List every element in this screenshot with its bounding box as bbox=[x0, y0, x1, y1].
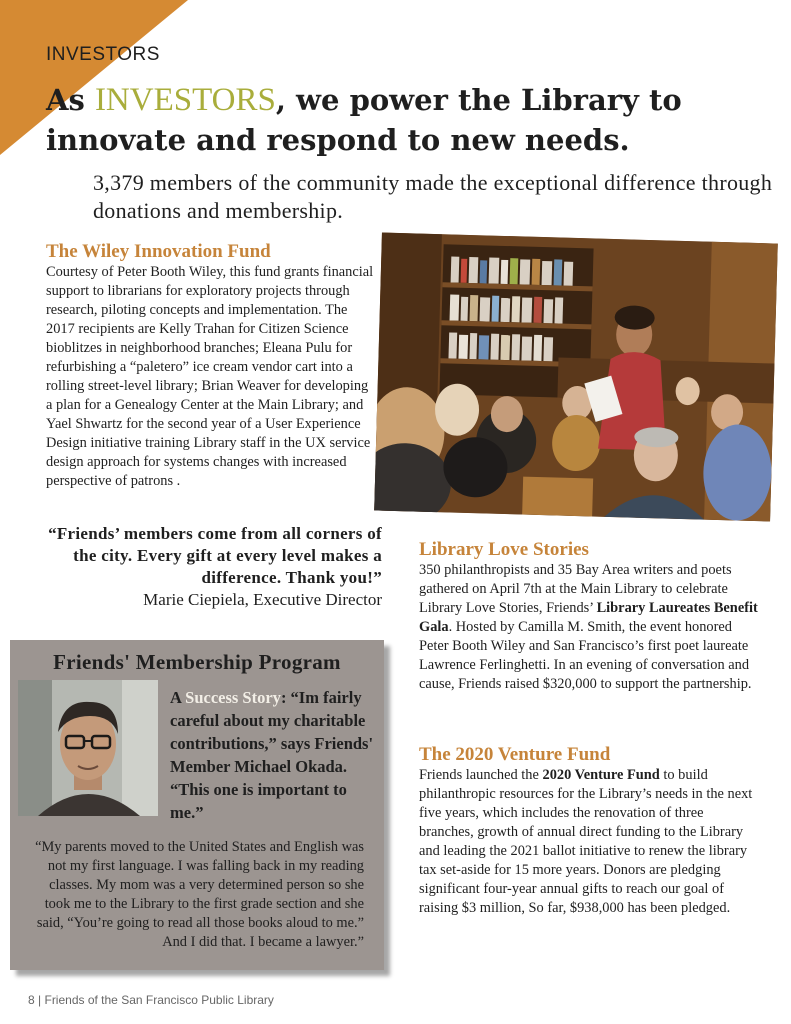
section-label: INVESTORS bbox=[46, 44, 160, 65]
venture-fund-body bbox=[419, 766, 759, 918]
venture-fund-heading: The 2020 Venture Fund bbox=[419, 744, 611, 765]
wiley-fund-heading: The Wiley Innovation Fund bbox=[46, 241, 271, 262]
footer-publication: Friends of the San Francisco Public Library bbox=[44, 993, 274, 1007]
page-headline bbox=[46, 80, 746, 160]
membership-program-box bbox=[10, 640, 384, 970]
member-quote: “My parents moved to the United States and English was not my first language. I was falling back in my reading classes. My mom was a very determined person so she took me to the Library to the first grade section and she said, “You’re going to read all those books aloud to me.” And I did that. I became a lawyer.” bbox=[35, 839, 364, 950]
wiley-fund-body: Courtesy of Peter Booth Wiley, this fund grants financial support to librarians for exploratory projects through research, piloting concepts and implementation. The 2017 recipients are Kelly Trahan for Citizen Science bioblitzes in neighborhood branches; Eleana Pulu for refurbishing a “paletero” ice cream vendor cart into a rolling street-level library; Brian Weaver for developing a plan for a Genealogy Center at the Main Library; and Yael Shwartz for the second year of a User Experience Design initiative training Library staff in the UX service design approach for systems changes with increased perspective of patrons . bbox=[46, 264, 374, 489]
love-stories-body-1: 350 philanthropists and 35 Bay Area writers and poets gathered on April 7th at the Main Library to celebrate Library Love Stories, Friends’ bbox=[419, 562, 732, 616]
director-quote-attribution: Marie Ciepiela, Executive Director bbox=[143, 590, 382, 609]
love-stories-body-bold: Library Laureates Benefit Gala bbox=[419, 600, 758, 635]
venture-fund-body-2: to build philanthropic resources for the Library’s needs in the next five years, which includes the renovation of three branches, growth of annual direct funding to the Library and leading the 2021 ballot initiative to renew the library tax set-aside for 15 more years. Donors are pledging significant four-year annual gifts to reach our goal of raising $3 million, So far, $938,000 has been pledged. bbox=[419, 767, 753, 916]
wiley-fund-section bbox=[46, 241, 376, 491]
venture-fund-body-bold: 2020 Venture Fund bbox=[542, 767, 660, 783]
lead-paragraph: 3,379 members of the community made the exceptional difference through donations and membership. bbox=[93, 170, 773, 223]
footer-page-number: 8 bbox=[28, 993, 35, 1007]
headline-accent: INVESTORS bbox=[94, 82, 276, 118]
member-portrait bbox=[18, 680, 158, 816]
success-story-rest: : “Im fairly careful about my charitable contributions,” says Friends' Member Michael Okada. “This one is important to me.” bbox=[170, 688, 374, 822]
director-quote bbox=[30, 523, 382, 611]
page-footer bbox=[28, 993, 274, 1007]
love-stories-body-2: . Hosted by Camilla M. Smith, the event honored Peter Booth Wiley and San Francisco’s first poet laureate Lawrence Ferlinghetti. In an evening of conversation and cause, Friends raised $320,000 to support the partnership. bbox=[419, 619, 752, 692]
gala-event-photo bbox=[374, 233, 778, 522]
love-stories-heading: Library Love Stories bbox=[419, 539, 589, 560]
success-story-prefix: A bbox=[170, 688, 186, 707]
headline-prefix: As bbox=[46, 83, 95, 117]
headline-suffix: , we power the Library to innovate and respond to new needs. bbox=[46, 83, 682, 157]
member-portrait-illustration bbox=[18, 680, 158, 816]
gala-photo-illustration bbox=[374, 233, 778, 522]
success-story-text bbox=[170, 686, 380, 824]
love-stories-section bbox=[419, 539, 759, 694]
venture-fund-body-1: Friends launched the bbox=[419, 767, 543, 783]
director-quote-text: “Friends’ members come from all corners of the city. Every gift at every level makes a difference. Thank you!” bbox=[48, 524, 382, 587]
footer-separator: | bbox=[34, 993, 45, 1007]
success-story-highlight: Success Story bbox=[185, 688, 281, 707]
love-stories-body bbox=[419, 561, 759, 694]
membership-box-title: Friends' Membership Program bbox=[53, 650, 341, 674]
venture-fund-section bbox=[419, 744, 759, 918]
